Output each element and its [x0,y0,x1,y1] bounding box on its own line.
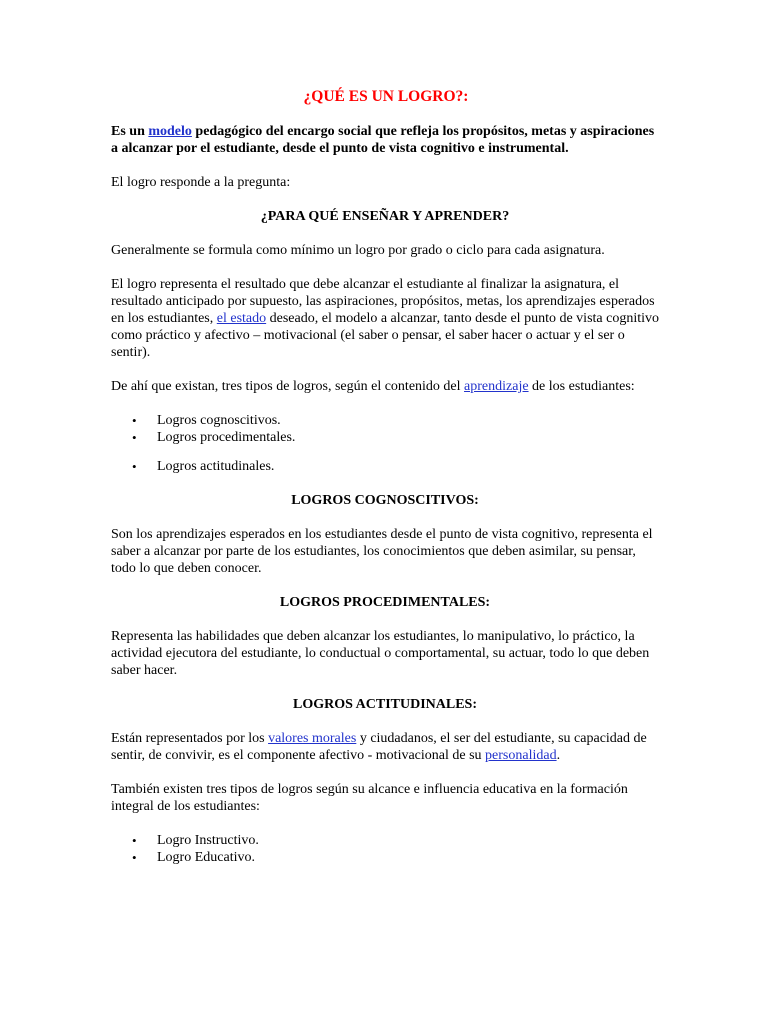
scope-list [111,832,659,866]
represents-text-post: deseado, el modelo a alcanzar, tanto desde el punto de vista cognitivo como práctico y afectivo – motivacional (el saber o pensar, el saber hacer o actuar y el ser o sentir). [111,311,660,360]
link-personalidad[interactable]: personalidad [485,748,557,763]
list-item: • Logro Educativo. [111,849,659,866]
represents-paragraph [111,276,659,361]
attitudinal-text-pre: Están representados por los [111,731,269,746]
intro-text-post: pedagógico del encargo social que refleja los propósitos, metas y aspiraciones a alcanzar por el estudiante, desde el punto de vista cognitivo e instrumental. [111,124,655,156]
list-item: • Logro Instructivo. [111,832,659,849]
link-modelo[interactable]: modelo [148,124,192,139]
intro-paragraph [111,123,659,157]
procedural-paragraph: Representa las habilidades que deben alcanzar los estudiantes, lo manipulativo, lo práctico, la actividad ejecutora del estudiante, lo conductual o comportamental, su actuar, todo lo que deben saber hacer. [111,629,650,678]
types-intro-text-pre: De ahí que existan, tres tipos de logros, según el contenido del [111,379,465,394]
attitudinal-text-post: . [556,748,561,763]
list-item: • Logros cognoscitivos. [111,412,659,429]
intro-text-pre: Es un [111,124,149,139]
represents-text-pre: El logro representa el resultado que debe alcanzar el estudiante al finalizar la asignatura, el resultado anticipado por supuesto, las aspiraciones, propósitos, metas, los aprendizajes esperados en los estudiantes, [111,277,655,326]
question-intro: El logro responde a la pregunta: [111,175,291,190]
question-heading: ¿PARA QUÉ ENSEÑAR Y APRENDER? [260,209,510,224]
link-valores-morales[interactable]: valores morales [268,731,357,746]
types-intro-paragraph [111,378,659,395]
attitudinal-paragraph [111,730,659,764]
procedural-heading: LOGROS PROCEDIMENTALES: [279,595,491,610]
scope-intro-paragraph: También existen tres tipos de logros según su alcance e influencia educativa en la formación integral de los estudiantes: [111,782,628,814]
list-item: • Logros procedimentales. [111,429,659,446]
types-intro-text-post: de los estudiantes: [528,379,635,394]
document-page [111,88,659,866]
link-aprendizaje[interactable]: aprendizaje [464,379,529,394]
cognitive-heading: LOGROS COGNOSCITIVOS: [291,493,479,508]
attitudinal-text-mid: y ciudadanos, el ser del estudiante, su capacidad de sentir, de convivir, es el componente afectivo - motivacional de su [111,731,647,763]
document-title: ¿QUÉ ES UN LOGRO?: [303,88,469,105]
cognitive-paragraph: Son los aprendizajes esperados en los estudiantes desde el punto de vista cognitivo, representa el saber a alcanzar por parte de los estudiantes, los conocimientos que deben asimilar, su pensar, todo lo que deben conocer. [111,527,653,576]
list-item: • Logros actitudinales. [111,458,659,475]
attitudinal-heading: LOGROS ACTITUDINALES: [293,697,477,712]
general-paragraph: Generalmente se formula como mínimo un logro por grado o ciclo para cada asignatura. [111,243,605,258]
types-list [111,412,659,475]
link-el-estado[interactable]: el estado [216,311,267,326]
